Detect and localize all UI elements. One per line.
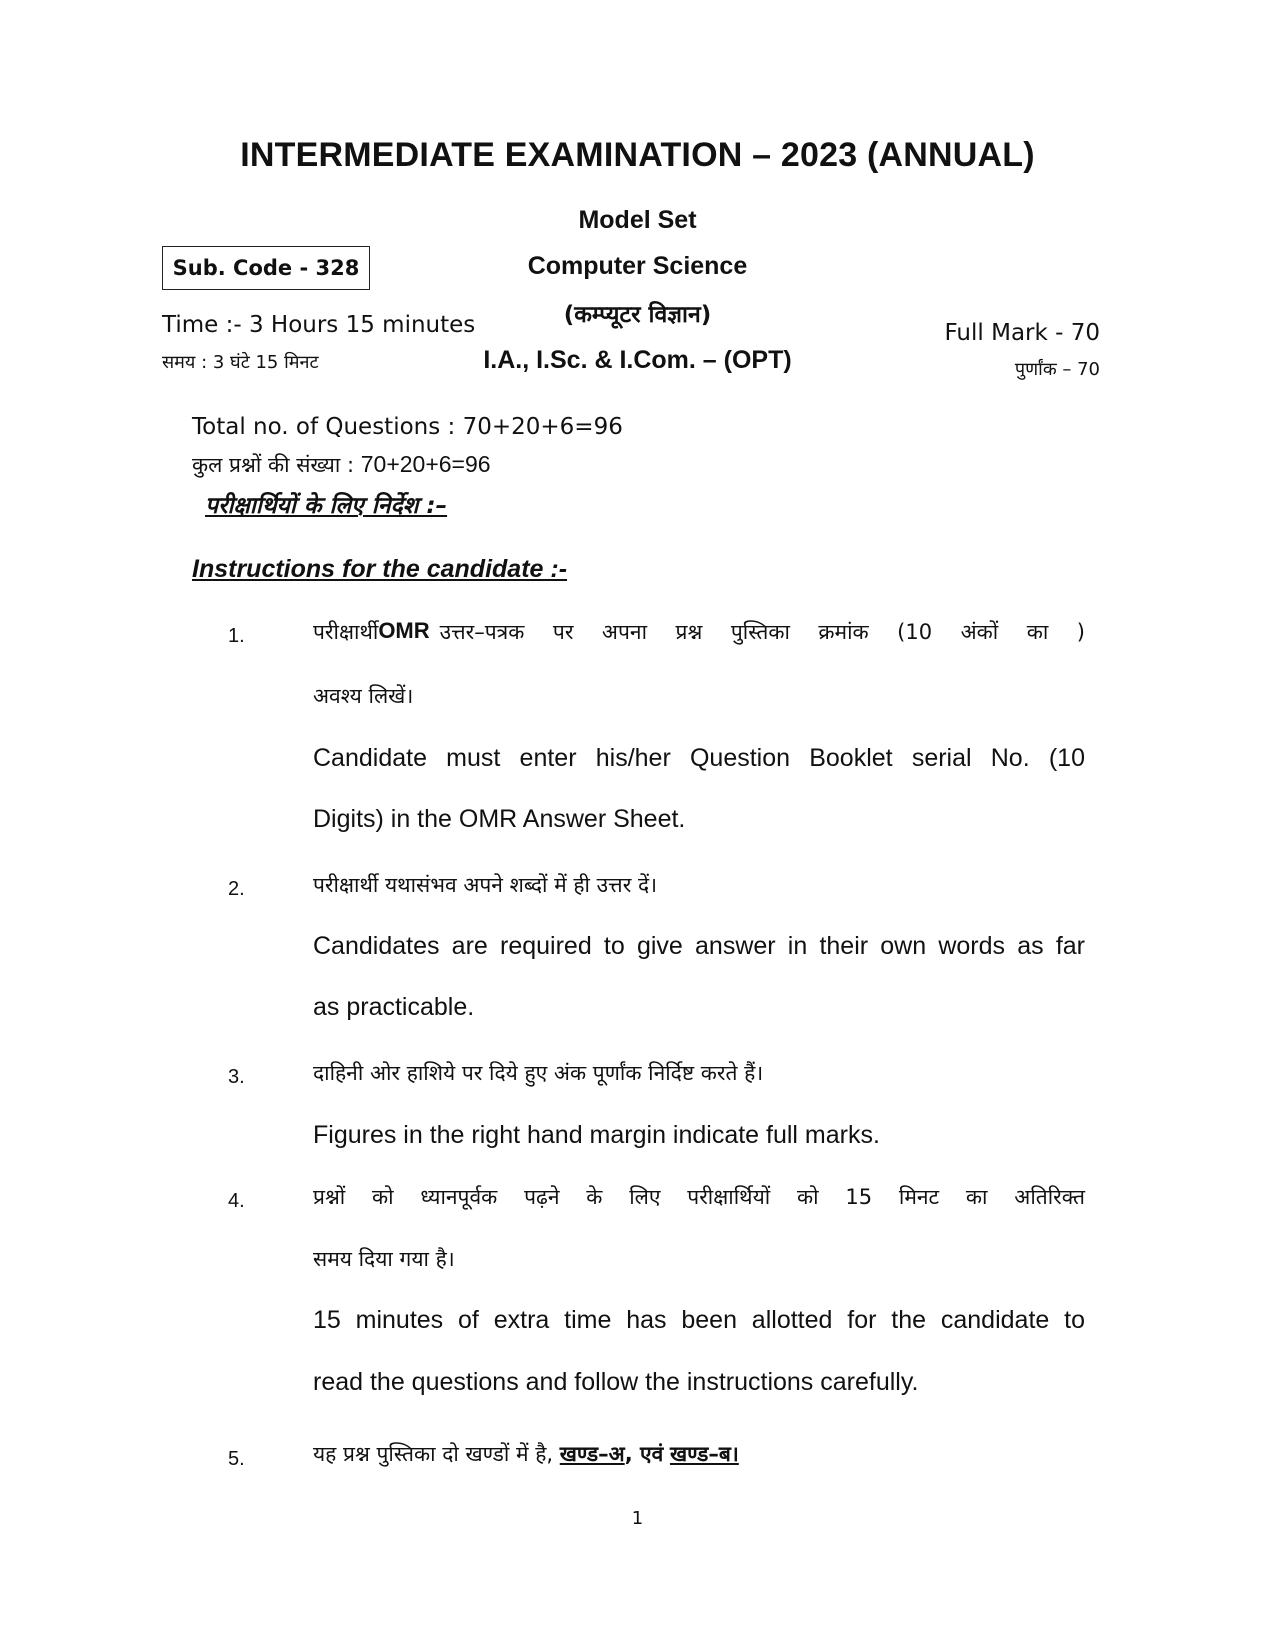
item-1-hi-text-b: उत्तर–पत्रक पर अपना प्रश्न पुस्तिका क्रमांक (10 अंकों का ) xyxy=(439,620,1085,644)
item-5-section-a: खण्ड–अ xyxy=(559,1442,625,1466)
item-1-english-line-1: Candidate must enter his/her Question Booklet serial No. (10 xyxy=(313,744,1085,772)
full-mark-english: Full Mark - 70 xyxy=(944,320,1100,346)
time-hindi: समय : 3 घंटे 15 मिनट xyxy=(162,352,319,373)
item-4-english-line-1: 15 minutes of extra time has been allotted for the candidate to xyxy=(313,1306,1085,1334)
item-5-hindi-line-1 xyxy=(313,1440,739,1468)
item-number: 5. xyxy=(228,1448,245,1470)
total-questions-hindi xyxy=(192,451,491,479)
item-number: 2. xyxy=(228,878,245,900)
item-1-english-line-2: Digits) in the OMR Answer Sheet. xyxy=(313,805,686,833)
item-5-hi-mid: , एवं xyxy=(624,1442,664,1466)
item-number: 1. xyxy=(228,625,245,647)
item-2-english-line-2: as practicable. xyxy=(313,993,475,1021)
instructions-heading-english: Instructions for the candidate :- xyxy=(192,555,568,583)
subject-title: Computer Science xyxy=(527,252,748,280)
item-3-english-line-1: Figures in the right hand margin indicate full marks. xyxy=(313,1121,880,1149)
item-1-hi-text-b-wrap xyxy=(440,618,1085,646)
item-4-hindi-line-1: प्रश्नों को ध्यानपूर्वक पढ़ने के लिए परीक्षार्थियों को 15 मिनट का अतिरिक्त xyxy=(313,1185,1085,1209)
item-5-hi-text-a: यह प्रश्न पुस्तिका दो खण्डों में है, xyxy=(313,1442,554,1466)
subject-title-hindi: (कम्प्यूटर विज्ञान) xyxy=(563,302,712,328)
item-5-section-b: खण्ड–ब। xyxy=(669,1442,739,1466)
item-1-hi-omr: OMR xyxy=(378,618,430,643)
item-2-english-line-1: Candidates are required to give answer in their own words as far xyxy=(313,932,1085,960)
stream-label: I.A., I.Sc. & I.Com. – (OPT) xyxy=(483,346,792,374)
item-4-hindi-line-2: समय दिया गया है। xyxy=(313,1247,455,1271)
item-1-hindi-line-2: अवश्य लिखें। xyxy=(313,684,414,708)
sub-code-text: Sub. Code - 328 xyxy=(172,256,360,280)
exam-title: INTERMEDIATE EXAMINATION – 2023 (ANNUAL) xyxy=(240,136,1035,174)
item-1-hi-text-a: परीक्षार्थी xyxy=(313,620,379,644)
item-2-hindi-line-1: परीक्षार्थी यथासंभव अपने शब्दों में ही उत्तर दें। xyxy=(313,873,658,897)
time-english: Time :- 3 Hours 15 minutes xyxy=(162,312,476,338)
total-questions-english: Total no. of Questions : 70+20+6=96 xyxy=(192,414,623,440)
item-1-hindi-line-1 xyxy=(313,618,1085,646)
item-number: 3. xyxy=(228,1066,245,1088)
full-mark-hindi: पुर्णांक – 70 xyxy=(1014,359,1100,380)
total-questions-hindi-value: 70+20+6=96 xyxy=(360,451,491,477)
page-number: 1 xyxy=(631,1508,644,1529)
total-questions-hindi-label: कुल प्रश्नों की संख्या : xyxy=(192,453,355,477)
item-4-english-line-2: read the questions and follow the instructions carefully. xyxy=(313,1368,919,1396)
item-3-hindi-line-1: दाहिनी ओर हाशिये पर दिये हुए अंक पूर्णांक निर्दिष्ट करते हैं। xyxy=(313,1061,764,1085)
item-number: 4. xyxy=(228,1190,245,1212)
instructions-heading-hindi: परीक्षार्थियों के लिए निर्देश :– xyxy=(205,493,448,519)
model-set-label: Model Set xyxy=(578,206,697,234)
